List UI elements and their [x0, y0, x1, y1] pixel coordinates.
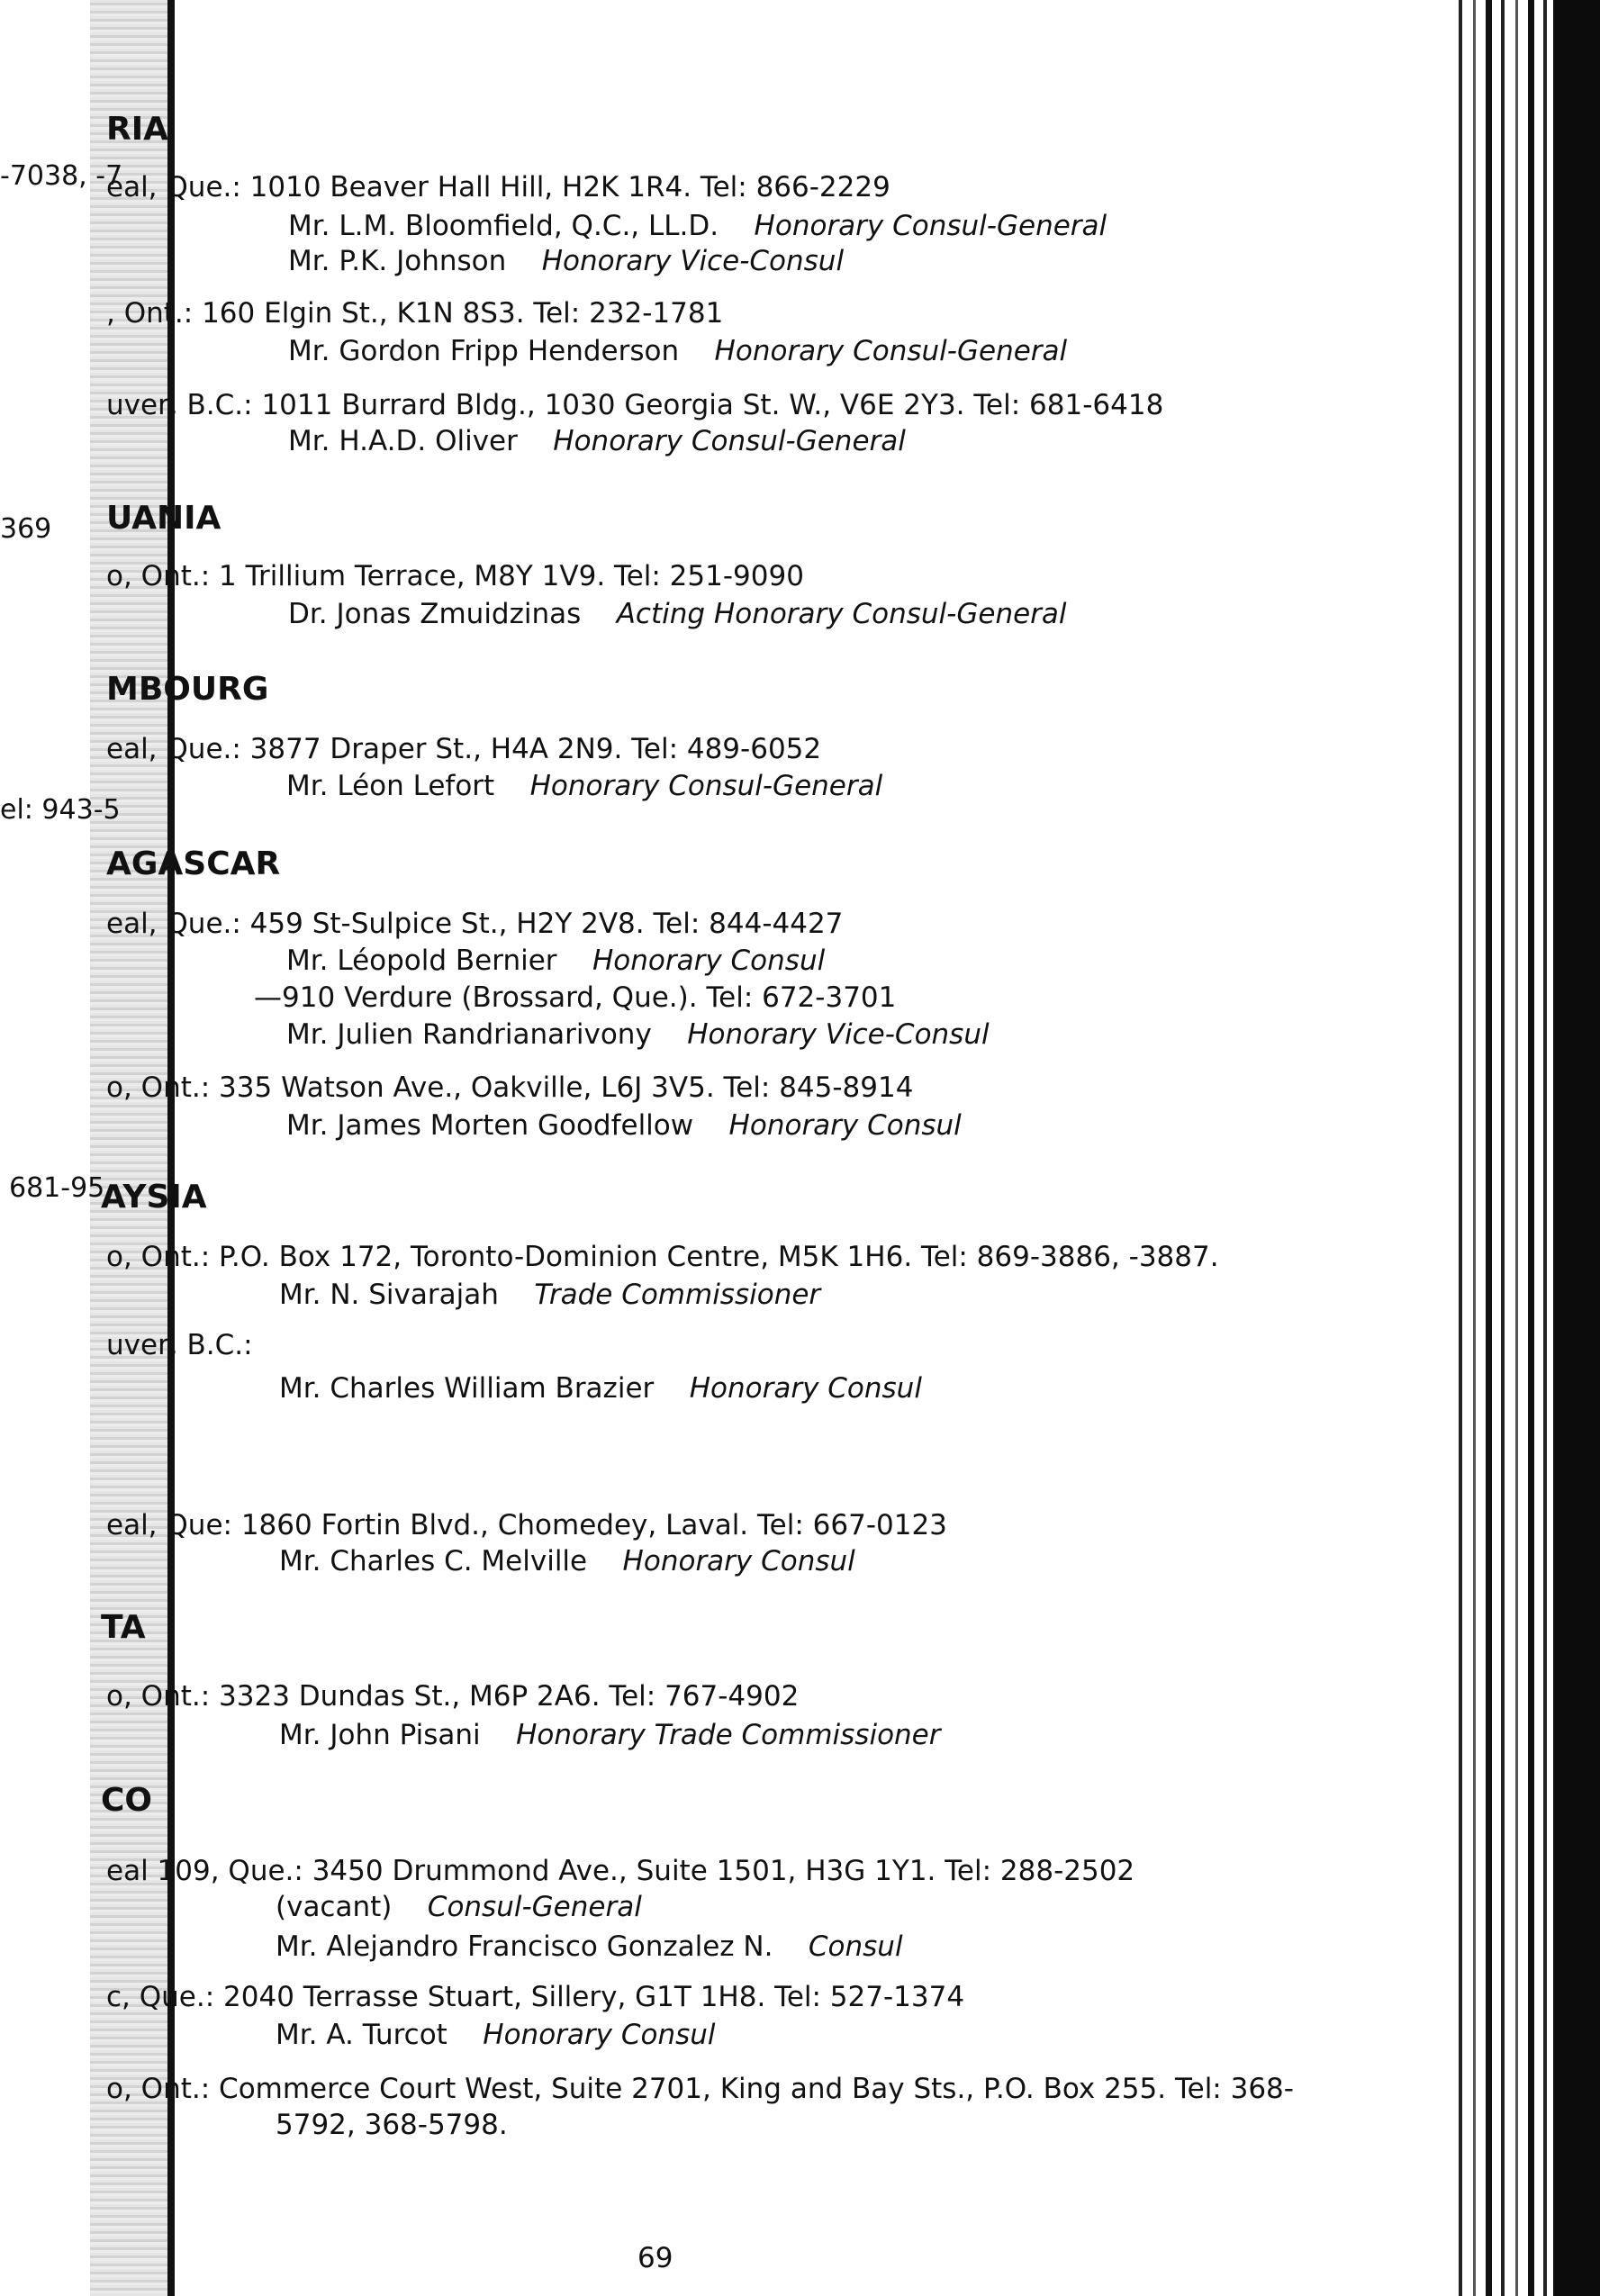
person-title: Honorary Consul: [483, 2019, 716, 2051]
person-line: [288, 210, 1107, 242]
office-line: [106, 171, 890, 203]
person-name: Mr. A. Turcot: [276, 2019, 447, 2051]
margin-fragment: 681-95: [9, 1172, 105, 1204]
margin-fragment: el: 943-5: [0, 794, 121, 826]
office-line: [106, 297, 723, 330]
person-line: [288, 335, 1067, 367]
country-heading: AYSIA: [101, 1179, 207, 1216]
person-title: Honorary Consul: [728, 1109, 962, 1142]
person-title: Honorary Consul-General: [553, 425, 906, 457]
office-line: [106, 2073, 1294, 2105]
person-name: Mr. Julien Randrianarivony: [286, 1018, 652, 1051]
city: o, Ont.:: [106, 1071, 211, 1104]
address: 3450 Drummond Ave., Suite 1501, H3G 1Y1. Tel: 288-2502: [312, 1855, 1135, 1887]
address: 160 Elgin St., K1N 8S3. Tel: 232-1781: [202, 297, 724, 330]
country-heading: CO: [101, 1782, 153, 1819]
person-line: [279, 1279, 820, 1311]
alt-address-line: —910 Verdure (Brossard, Que.). Tel: 672-3701: [254, 981, 897, 1014]
address-continuation: 5792, 368-5798.: [276, 2109, 508, 2141]
person-line: [286, 945, 825, 977]
person-name: Mr. Gordon Fripp Henderson: [288, 335, 680, 367]
office-line: [106, 1241, 1219, 1273]
city: o, Ont.:: [106, 1241, 211, 1273]
person-title: Trade Commissioner: [534, 1279, 821, 1311]
person-title: Honorary Consul: [689, 1372, 922, 1405]
person-title: Honorary Consul: [592, 945, 826, 977]
page-edge-shadow: [1553, 0, 1600, 2296]
person-line: [286, 770, 882, 802]
city: , Ont.:: [106, 297, 194, 330]
person-line: [276, 1930, 903, 1963]
city: uver, B.C.:: [106, 389, 253, 421]
person-name: Dr. Jonas Zmuidzinas: [288, 598, 582, 630]
country-heading: TA: [101, 1609, 146, 1646]
address: P.O. Box 172, Toronto-Dominion Centre, M5K 1H6. Tel: 869-3886, -3887.: [219, 1241, 1219, 1273]
address: 3877 Draper St., H4A 2N9. Tel: 489-6052: [249, 733, 822, 765]
address: 2040 Terrasse Stuart, Sillery, G1T 1H8. Tel: 527-1374: [223, 1981, 965, 2013]
person-line: [279, 1545, 855, 1577]
person-name: Mr. Alejandro Francisco Gonzalez N.: [276, 1930, 773, 1963]
margin-fragment: -7038, -7: [0, 160, 123, 192]
address: 335 Watson Ave., Oakville, L6J 3V5. Tel: 845-8914: [219, 1071, 914, 1104]
country-heading: UANIA: [106, 500, 221, 537]
person-title: Honorary Consul-General: [714, 335, 1068, 367]
person-name: Mr. N. Sivarajah: [279, 1279, 499, 1311]
person-line: [288, 245, 844, 277]
city: eal, Que:: [106, 1509, 232, 1541]
person-line: [279, 1372, 922, 1405]
city: eal, Que.:: [106, 171, 241, 203]
address: 3323 Dundas St., M6P 2A6. Tel: 767-4902: [219, 1680, 800, 1713]
person-title: Honorary Vice-Consul: [541, 245, 845, 277]
office-line: [106, 389, 1163, 421]
country-heading: RIA: [106, 111, 168, 148]
person-title: Consul: [808, 1930, 903, 1963]
person-name: (vacant): [276, 1891, 393, 1923]
person-name: Mr. Charles William Brazier: [279, 1372, 655, 1405]
person-name: Mr. L.M. Bloomfield, Q.C., LL.D.: [288, 210, 719, 242]
person-line: [279, 1719, 941, 1751]
office-line: [106, 1981, 964, 2013]
office-line: [106, 560, 804, 592]
person-title: Honorary Vice-Consul: [687, 1018, 990, 1051]
person-line: [288, 598, 1067, 630]
person-title: Consul-General: [427, 1891, 642, 1923]
country-heading: MBOURG: [106, 671, 269, 708]
office-line: [106, 1329, 253, 1361]
person-title: Honorary Trade Commissioner: [516, 1719, 941, 1751]
person-name: Mr. P.K. Johnson: [288, 245, 507, 277]
country-heading: AGASCAR: [106, 845, 281, 882]
city: eal, Que.:: [106, 908, 241, 940]
city: o, Ont.:: [106, 560, 211, 592]
person-name: Mr. Léon Lefort: [286, 770, 495, 802]
person-line: [276, 1891, 642, 1923]
address: Commerce Court West, Suite 2701, King and Bay Sts., P.O. Box 255. Tel: 368-: [219, 2073, 1294, 2105]
person-line: [288, 425, 906, 457]
address: 1 Trillium Terrace, M8Y 1V9. Tel: 251-9090: [219, 560, 804, 592]
page-number: 69: [637, 2242, 673, 2274]
person-name: Mr. John Pisani: [279, 1719, 481, 1751]
office-line: [106, 1071, 913, 1104]
person-line: [286, 1109, 962, 1142]
city: o, Ont.:: [106, 1680, 211, 1713]
office-line: [106, 1855, 1134, 1887]
person-name: Mr. Charles C. Melville: [279, 1545, 588, 1577]
office-line: [106, 733, 821, 765]
person-title: Acting Honorary Consul-General: [616, 598, 1067, 630]
address: 1860 Fortin Blvd., Chomedey, Laval. Tel: 667-0123: [240, 1509, 947, 1541]
office-line: [106, 908, 843, 940]
city: c, Que.:: [106, 1981, 215, 2013]
person-title: Honorary Consul-General: [529, 770, 883, 802]
office-line: [106, 1509, 947, 1541]
person-name: Mr. H.A.D. Oliver: [288, 425, 518, 457]
address: 1011 Burrard Bldg., 1030 Georgia St. W., V6E 2Y3. Tel: 681-6418: [261, 389, 1164, 421]
office-line: [106, 1680, 799, 1713]
address: 1010 Beaver Hall Hill, H2K 1R4. Tel: 866-2229: [249, 171, 890, 203]
binding-gutter: [90, 0, 173, 2296]
city: eal 109, Que.:: [106, 1855, 303, 1887]
address: 459 St-Sulpice St., H2Y 2V8. Tel: 844-4427: [249, 908, 844, 940]
person-name: Mr. James Morten Goodfellow: [286, 1109, 694, 1142]
person-line: [276, 2019, 716, 2051]
city: o, Ont.:: [106, 2073, 211, 2105]
person-title: Honorary Consul-General: [754, 210, 1107, 242]
gutter-edge-line: [167, 0, 175, 2296]
person-title: Honorary Consul: [622, 1545, 855, 1577]
city: uver, B.C.:: [106, 1329, 253, 1361]
margin-fragment: 369: [0, 513, 52, 545]
person-line: [286, 1018, 990, 1051]
city: eal, Que.:: [106, 733, 241, 765]
person-name: Mr. Léopold Bernier: [286, 945, 557, 977]
